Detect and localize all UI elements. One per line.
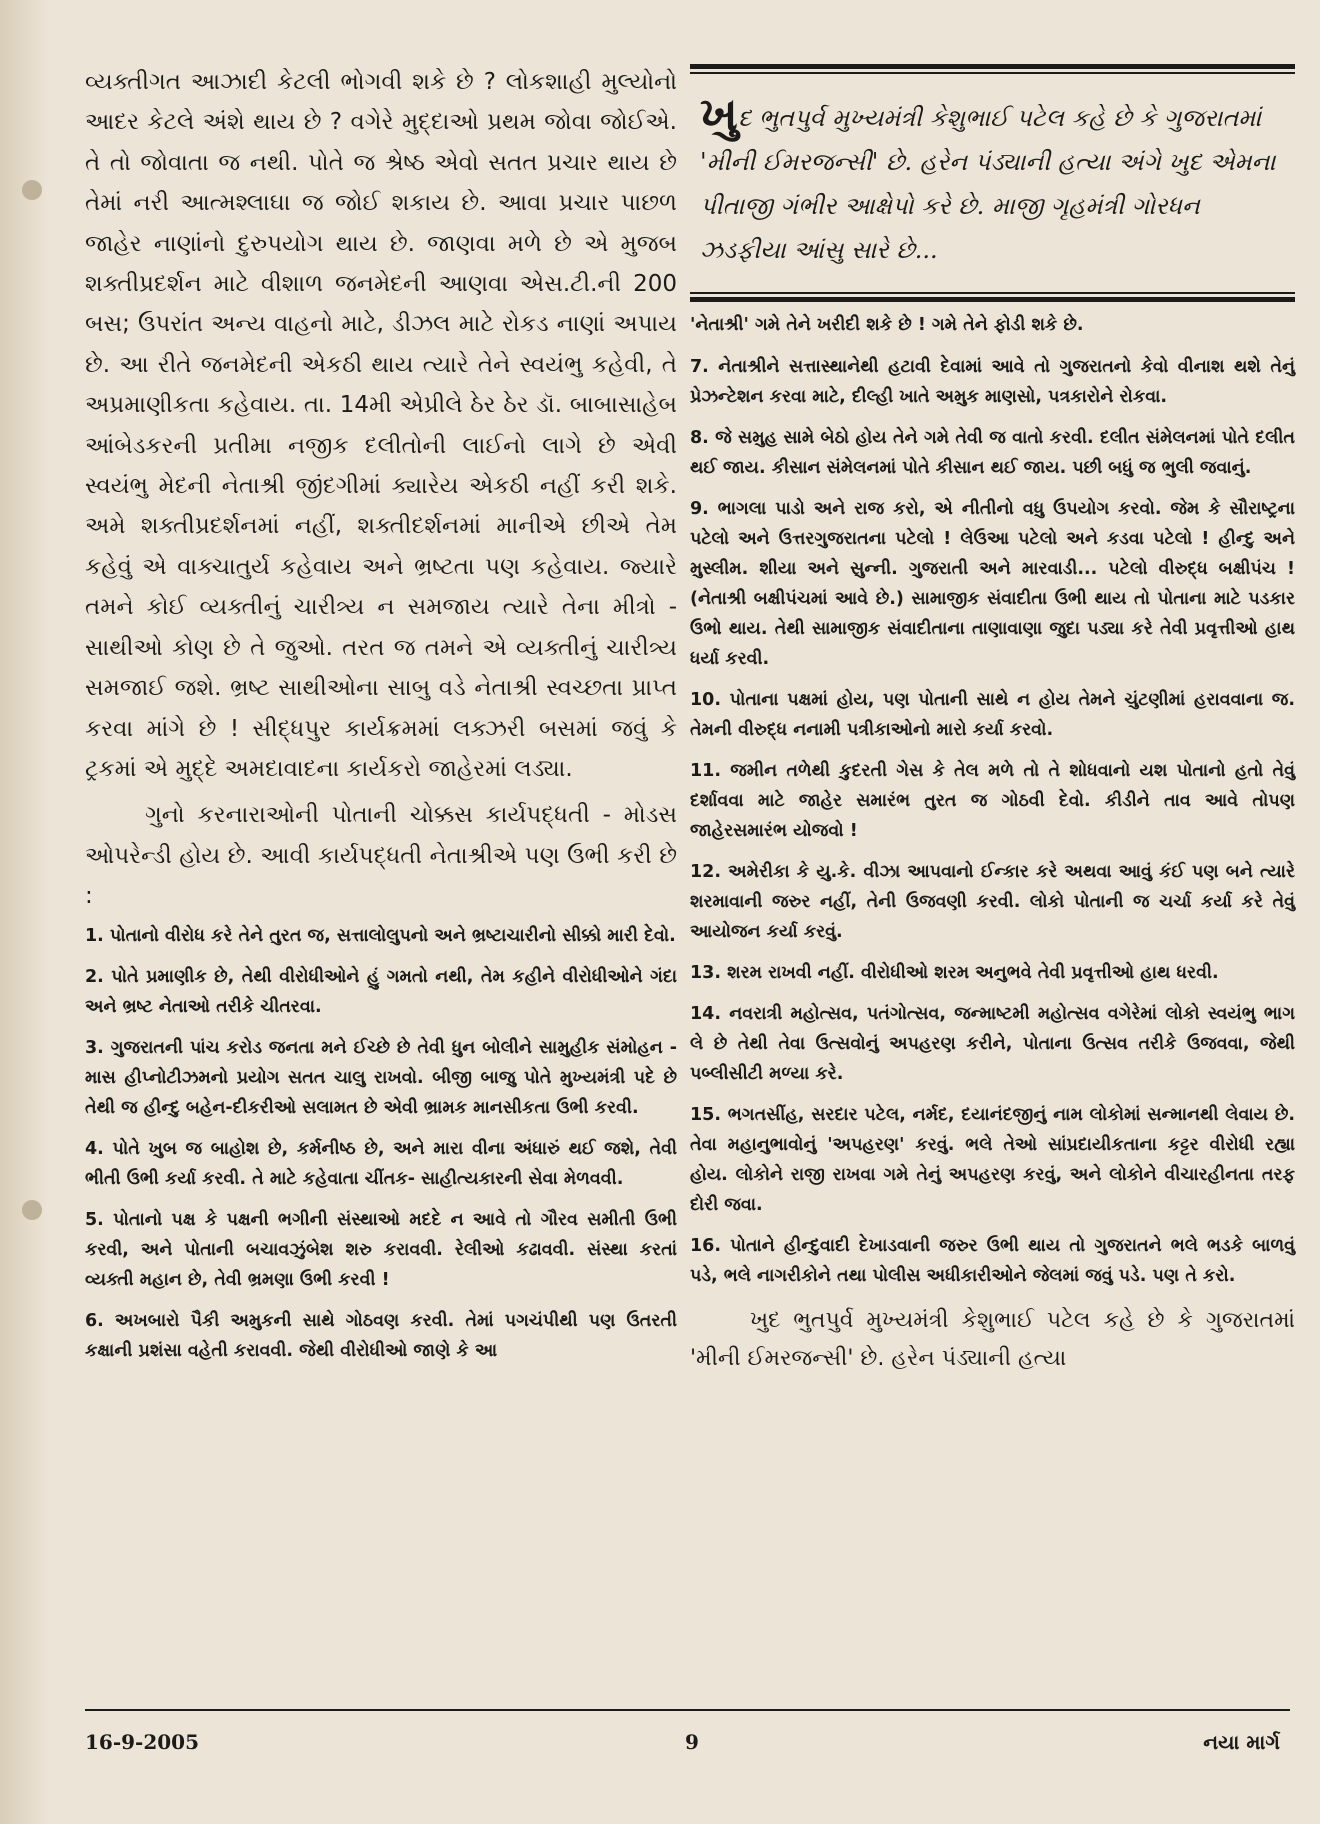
list-item: 13. શરમ રાખવી નહીં. વીરોધીઓ શરમ અનુભવે તેવી પ્રવૃત્તીઓ હાથ ધરવી. <box>690 963 1219 983</box>
page-footer <box>85 1718 1290 1758</box>
body-paragraph: વ્યક્તીગત આઝાદી કેટલી ભોગવી શકે છે ? લોકશાહી મુલ્યોનો આદર કેટલે અંશે થાય છે ? વગેરે મુદ્દાઓ પ્રથમ જોવા જોઈએ. તે તો જોવાતા જ નથી. પોતે જ શ્રેષ્ઠ એવો સતત પ્રચાર થાય છે તેમાં નરી આત્મશ્લાઘા જ જોઈ શકાય છે. આવા પ્રચાર પાછળ જાહેર નાણાંનો દુરુપયોગ થાય છે. જાણવા મળે છે એ મુજબ શક્તીપ્રદર્શન માટે વીશાળ જનમેદની આણવા એસ.ટી.ની 200 બસ; ઉપરાંત અન્ય વાહનો માટે, ડીઝલ માટે રોકડ નાણાં અપાય છે. આ રીતે જનમેદની એકઠી થાય ત્યારે તેને સ્વયંભુ કહેવી, તે અપ્રમાણીકતા કહેવાય. તા. 14મી એપ્રીલે ઠેર ઠેર ડૉ. બાબાસાહેબ આંબેડકરની પ્રતીમા નજીક દલીતોની લાઈનો લાગે છે એવી સ્વયંભુ મેદની નેતાશ્રી જીંદગીમાં ક્યારેય એકઠી નહીં કરી શકે. અમે શક્તીપ્રદર્શનમાં નહીં, શક્તીદર્શનમાં માનીએ છીએ તેમ કહેવું એ વાક્ચાતુર્ય કહેવાય અને ભ્રષ્ટતા પણ કહેવાય. જ્યારે તમને કોઈ વ્યક્તીનું ચારીત્ર્ય ન સમજાય ત્યારે તેના મીત્રો - સાથીઓ કોણ છે તે જુઓ. તરત જ તમને એ વ્યક્તીનું ચારીત્ર્ય સમજાઈ જશે. ભ્રષ્ટ સાથીઓના સાબુ વડે નેતાશ્રી સ્વચ્છતા પ્રાપ્ત કરવા માંગે છે ! સીદ્ધપુર કાર્યક્રમમાં લક્ઝરી બસમાં જવું કે ટ્રકમાં એ મુદ્દે અમદાવાદના કાર્યકરો જાહેરમાં લડ્યા. <box>85 69 677 782</box>
list-item: 6. અખબારો પૈકી અમુકની સાથે ગોઠવણ કરવી. તેમાં પગચંપીથી પણ ઉતરતી કક્ષાની પ્રશંસા વહેતી કરાવવી. જેથી વીરોધીઓ જાણે કે આ <box>85 1310 677 1361</box>
list-item: 11. જમીન તળેથી કુદરતી ગેસ કે તેલ મળે તો તે શોધવાનો યશ પોતાનો હતો તેવું દર્શાવવા માટે જાહેર સમારંભ તુરત જ ગોઠવી દેવો. કીડીને તાવ આવે તોપણ જાહેરસમારંભ યોજવો ! <box>690 761 1295 841</box>
list-item: 10. પોતાના પક્ષમાં હોય, પણ પોતાની સાથે ન હોય તેમને ચુંટણીમાં હરાવવાના જ. તેમની વીરુદ્ધ નનામી પત્રીકાઓનો મારો કર્યા કરવો. <box>690 690 1295 740</box>
issue-date: 16-9-2005 <box>85 1730 200 1754</box>
callout-rule <box>690 292 1295 294</box>
magazine-name: નયા માર્ગ <box>1203 1730 1280 1754</box>
list-item: 15. ભગતસીંહ, સરદાર પટેલ, નર્મદ, દયાનંદજીનું નામ લોકોમાં સન્માનથી લેવાય છે. તેવા મહાનુભાવોનું 'અપહરણ' કરવું. ભલે તેઓ સાંપ્રદાયીકતાના કટ્ટર વીરોધી રહ્યા હોય. લોકોને રાજી રાખવા ગમે તેનું અપહરણ કરવું, અને લોકોને વીચારહીનતા તરફ દોરી જવા. <box>690 1105 1295 1215</box>
drop-cap: ખુ <box>700 87 738 141</box>
left-column <box>85 62 677 1377</box>
callout-rule <box>690 64 1295 69</box>
page-spine-shadow <box>0 0 48 1824</box>
list-item: 2. પોતે પ્રમાણીક છે, તેથી વીરોધીઓને હું ગમતો નથી, તેમ કહીને વીરોધીઓને ગંદા અને ભ્રષ્ટ નેતાઓ તરીકે ચીતરવા. <box>85 966 677 1017</box>
binding-hole <box>22 1200 42 1220</box>
binding-hole <box>22 180 42 200</box>
closing-paragraph: ખુદ ભુતપુર્વ મુખ્યમંત્રી કેશુભાઈ પટેલ કહે છે કે ગુજરાતમાં 'મીની ઈમરજન્સી' છે. હરેન પંડ્યાની હત્યા <box>690 1308 1295 1371</box>
right-column <box>690 64 1295 1378</box>
list-item: 9. ભાગલા પાડો અને રાજ કરો, એ નીતીનો વધુ ઉપયોગ કરવો. જેમ કે સૌરાષ્ટ્રના પટેલો અને ઉત્તરગુજરાતના પટેલો ! લેઉઆ પટેલો અને કડવા પટેલો ! હીન્દુ અને મુસ્લીમ. શીયા અને સુન્ની. ગુજરાતી અને મારવાડી... પટેલો વીરુદ્ધ બક્ષીપંચ ! (નેતાશ્રી બક્ષીપંચમાં આવે છે.) સામાજીક સંવાદીતા ઉભી થાય તો પોતાના માટે પડકાર ઉભો થાય. તેથી સામાજીક સંવાદીતાના તાણાવાણા જુદા પડ્યા કરે તેવી પ્રવૃત્તીઓ હાથ ધર્યા કરવી. <box>690 499 1295 669</box>
list-item: 3. ગુજરાતની પાંચ કરોડ જનતા મને ઈચ્છે છે તેવી ધુન બોલીને સામુહીક સંમોહન - માસ હીપ્નોટીઝમનો પ્રયોગ સતત ચાલુ રાખવો. બીજી બાજુ પોતે મુખ્યમંત્રી પદે છે તેથી જ હીન્દુ બહેન-દીકરીઓ સલામત છે એવી ભ્રામક માનસીકતા ઉભી કરવી. <box>85 1037 677 1118</box>
list-item: 16. પોતાને હીન્દુવાદી દેખાડવાની જરુર ઉભી થાય તો ગુજરાતને ભલે ભડકે બાળવું પડે, ભલે નાગરીકોને તથા પોલીસ અધીકારીઓને જેલમાં જવું પડે. પણ તે કરો. <box>690 1236 1295 1286</box>
body-paragraph: ગુનો કરનારાઓની પોતાની ચોક્કસ કાર્યપદ્ધતી - મોડસ ઓપરેન્ડી હોય છે. આવી કાર્યપદ્ધતી નેતાશ્રીએ પણ ઉભી કરી છે : <box>85 802 677 910</box>
list-item: 5. પોતાનો પક્ષ કે પક્ષની ભગીની સંસ્થાઓ મદદે ન આવે તો ગૌરવ સમીતી ઉભી કરવી, અને પોતાની બચાવઝુંબેશ શરુ કરાવવી. રેલીઓ કઢાવવી. સંસ્થા કરતાં વ્યક્તી મહાન છે, તેવી ભ્રમણા ઉભી કરવી ! <box>85 1209 677 1290</box>
numbered-list <box>690 352 1295 1291</box>
lead-line: 'નેતાશ્રી' ગમે તેને ખરીદી શકે છે ! ગમે તેને ફોડી શકે છે. <box>690 315 1084 335</box>
list-item: 7. નેતાશ્રીને સત્તાસ્થાનેથી હટાવી દેવામાં આવે તો ગુજરાતનો કેવો વીનાશ થશે તેનું પ્રેઝન્ટેશન કરવા માટે, દીલ્હી ખાતે અમુક માણસો, પત્રકારોને રોકવા. <box>690 357 1295 407</box>
list-item: 1. પોતાનો વીરોધ કરે તેને તુરત જ, સત્તાલોલુપનો અને ભ્રષ્ટાચારીનો સીક્કો મારી દેવો. <box>85 925 676 946</box>
pull-quote-text: દ ભુતપુર્વ મુખ્યમંત્રી કેશુભાઈ પટેલ કહે છે કે ગુજરાતમાં 'મીની ઈમરજન્સી' છે. હરેન પંડ્યાની હત્યા અંગે ખુદ એમના પીતાજી ગંભીર આક્ષેપો કરે છે. માજી ગૃહમંત્રી ગોરધન ઝડફીયા આંસુ સારે છે... <box>700 104 1276 264</box>
page-number: 9 <box>685 1730 699 1754</box>
footer-rule <box>85 1709 1290 1711</box>
callout-rule <box>690 72 1295 74</box>
callout-rule <box>690 297 1295 302</box>
numbered-list <box>85 921 677 1366</box>
list-item: 4. પોતે ખુબ જ બાહોશ છે, કર્મનીષ્ઠ છે, અને મારા વીના અંધારું થઈ જશે, તેવી ભીતી ઉભી કર્યા કરવી. તે માટે કહેવાતા ચીંતક- સાહીત્યકારની સેવા મેળવવી. <box>85 1138 677 1189</box>
pull-quote <box>690 87 1295 272</box>
list-item: 12. અમેરીકા કે યુ.કે. વીઝા આપવાનો ઈન્કાર કરે અથવા આવું કંઈ પણ બને ત્યારે શરમાવાની જરુર નહીં, તેની ઉજવણી કરવી. લોકો પોતાની જ ચર્ચા કર્યા કરે તેવું આયોજન કર્યા કરવું. <box>690 862 1295 942</box>
list-item: 14. નવરાત્રી મહોત્સવ, પતંગોત્સવ, જન્માષ્ટમી મહોત્સવ વગેરેમાં લોકો સ્વયંભુ ભાગ લે છે તેથી તેવા ઉત્સવોનું અપહરણ કરીને, પોતાના ઉત્સવ તરીકે ઉજવવા, જેથી પબ્લીસીટી મળ્યા કરે. <box>690 1004 1295 1084</box>
list-item: 8. જે સમુહ સામે બેઠો હોય તેને ગમે તેવી જ વાતો કરવી. દલીત સંમેલનમાં પોતે દલીત થઈ જાય. કીસાન સંમેલનમાં પોતે કીસાન થઈ જાય. પછી બધું જ ભુલી જવાનું. <box>690 428 1295 478</box>
